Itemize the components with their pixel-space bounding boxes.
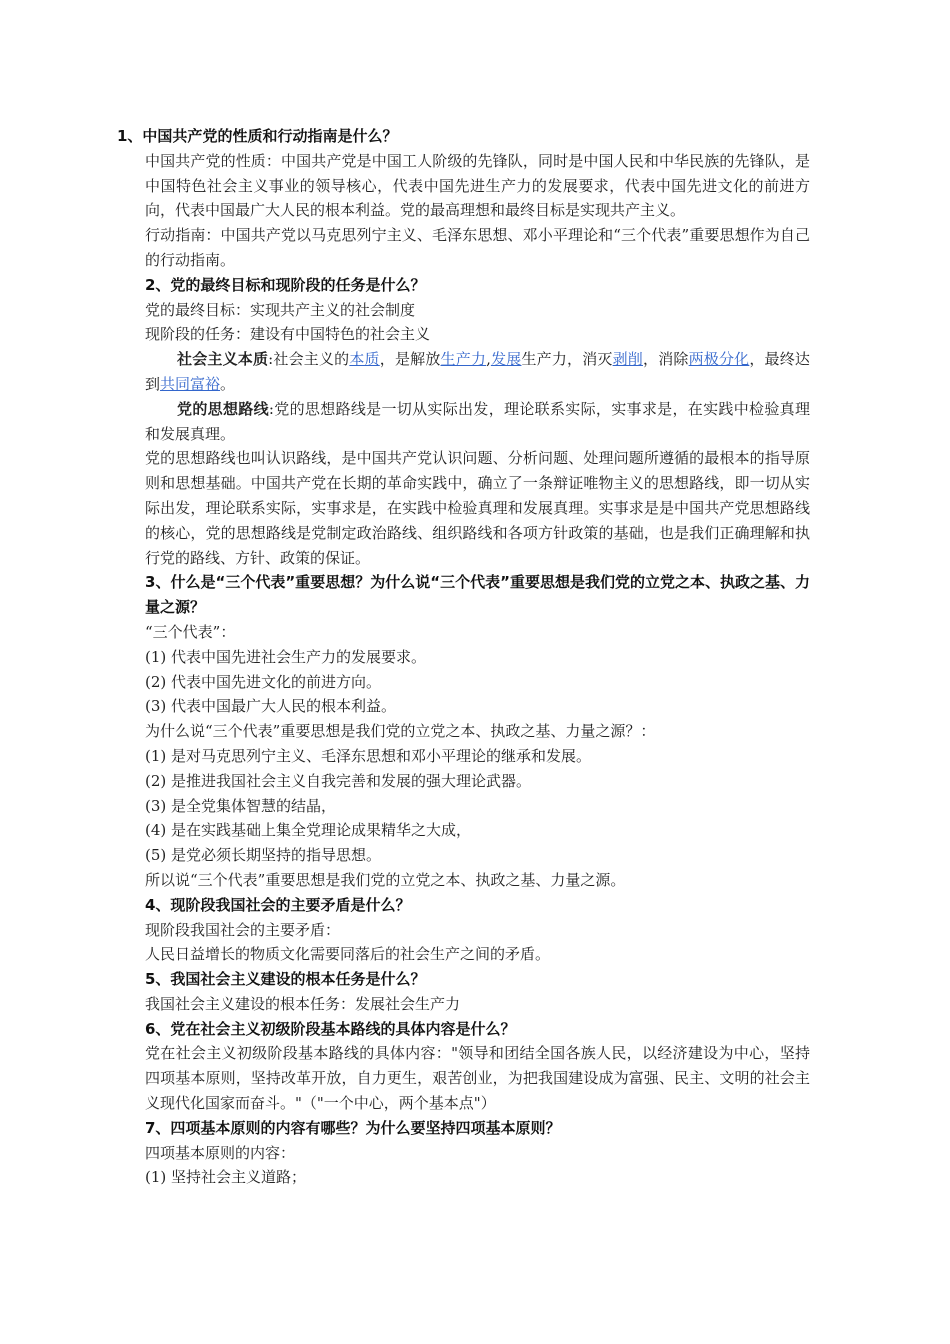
q3-conclusion: 所以说“三个代表”重要思想是我们党的立党之本、执政之基、力量之源。 — [145, 870, 626, 889]
text-span: , — [486, 350, 491, 369]
text-span: ，消除 — [643, 350, 689, 369]
document-body — [117, 124, 810, 1190]
q4-p2: 人民日益增长的物质文化需要同落后的社会生产之间的矛盾。 — [145, 945, 551, 964]
text-span: ，是解放 — [379, 350, 441, 369]
q2-heading: 2、党的最终目标和现阶段的任务是什么？ — [145, 275, 426, 294]
socialism-essence-paragraph — [145, 347, 810, 397]
link-exploitation[interactable]: 剥削 — [612, 350, 643, 369]
q7-item: (1) 坚持社会主义道路； — [145, 1168, 307, 1187]
q3-item: (2) 代表中国先进文化的前进方向。 — [145, 672, 382, 691]
q3-item: (1) 代表中国先进社会生产力的发展要求。 — [145, 647, 427, 666]
ideological-line-label: 党的思想路线 — [177, 399, 269, 418]
q1-guide: 行动指南：中国共产党以马克思列宁主义、毛泽东思想、邓小平理论和“三个代表”重要思想作为自己的行动指南。 — [145, 226, 810, 269]
q6-heading: 6、党在社会主义初级阶段基本路线的具体内容是什么？ — [145, 1019, 516, 1038]
q3-reason: (2) 是推进我国社会主义自我完善和发展的强大理论武器。 — [145, 771, 532, 790]
link-polarization[interactable]: 两极分化 — [688, 350, 750, 369]
q4-heading: 4、现阶段我国社会的主要矛盾是什么？ — [145, 895, 411, 914]
text-span: ，最终达到 — [145, 350, 810, 393]
q6-p1: 党在社会主义初级阶段基本路线的具体内容："领导和团结全国各族人民，以经济建设为中心，坚持四项基本原则，坚持改革开放，自力更生，艰苦创业，为把我国建设成为富强、民主、文明的社会主义现代化国家而奋斗。"（"一个中心，两个基本点"） — [145, 1044, 810, 1113]
link-common-prosperity[interactable]: 共同富裕 — [160, 374, 221, 393]
q5-p1: 我国社会主义建设的根本任务：发展社会生产力 — [145, 994, 461, 1013]
ideological-line-paragraph — [145, 397, 810, 447]
text-span: :社会主义的 — [268, 350, 350, 369]
q4-p1: 现阶段我国社会的主要矛盾： — [145, 920, 341, 939]
q1-nature: 中国共产党的性质：中国共产党是中国工人阶级的先锋队，同时是中国人民和中华民族的先锋队，是中国特色社会主义事业的领导核心，代表中国先进生产力的发展要求，代表中国先进文化的前进方向，代表中国最广大人民的根本利益。党的最高理想和最终目标是实现共产主义。 — [145, 151, 810, 220]
link-develop[interactable]: 发展 — [490, 350, 522, 369]
text-span: 生产力，消灭 — [521, 350, 613, 369]
text-span: 。 — [220, 374, 236, 393]
q3-reason: (5) 是党必须长期坚持的指导思想。 — [145, 846, 382, 865]
q5-heading: 5、我国社会主义建设的根本任务是什么？ — [145, 970, 426, 989]
q3-heading: 3、什么是“三个代表”重要思想？为什么说“三个代表”重要思想是我们党的立党之本、执政之基、力量之源？ — [145, 573, 810, 617]
link-essence[interactable]: 本质 — [349, 350, 380, 369]
ideological-line-text: :党的思想路线是一切从实际出发，理论联系实际，实事求是，在实践中检验真理和发展真理。 — [145, 399, 810, 443]
q7-heading: 7、四项基本原则的内容有哪些？为什么要坚持四项基本原则？ — [145, 1118, 561, 1137]
q3-reason: (4) 是在实践基础上集全党理论成果精华之大成， — [145, 821, 472, 840]
socialism-essence-label: 社会主义本质 — [177, 350, 269, 369]
q3-why: 为什么说“三个代表”重要思想是我们党的立党之本、执政之基、力量之源？： — [145, 722, 656, 741]
q3-intro: “三个代表”： — [145, 622, 236, 641]
ideological-line-detail: 党的思想路线也叫认识路线，是中国共产党认识问题、分析问题、处理问题所遵循的最根本的指导原则和思想基础。中国共产党在长期的革命实践中，确立了一条辩证唯物主义的思想路线，即一切从实际出发，理论联系实际，实事求是，在实践中检验真理和发展真理。实事求是是中国共产党思想路线的核心，党的思想路线是党制定政治路线、组织路线和各项方针政策的基础，也是我们正确理解和执行党的路线、方针、政策的保证。 — [145, 449, 810, 567]
q2-current-task: 现阶段的任务：建设有中国特色的社会主义 — [145, 325, 431, 344]
link-productivity[interactable]: 生产力 — [440, 350, 487, 369]
q2-final-goal: 党的最终目标：实现共产主义的社会制度 — [145, 300, 416, 319]
q7-p1: 四项基本原则的内容： — [145, 1143, 296, 1162]
q1-heading: 1、中国共产党的性质和行动指南是什么？ — [117, 127, 398, 145]
q3-reason: (1) 是对马克思列宁主义、毛泽东思想和邓小平理论的继承和发展。 — [145, 746, 592, 765]
q3-item: (3) 代表中国最广大人民的根本利益。 — [145, 697, 397, 716]
q3-reason: (3) 是全党集体智慧的结晶， — [145, 796, 337, 815]
